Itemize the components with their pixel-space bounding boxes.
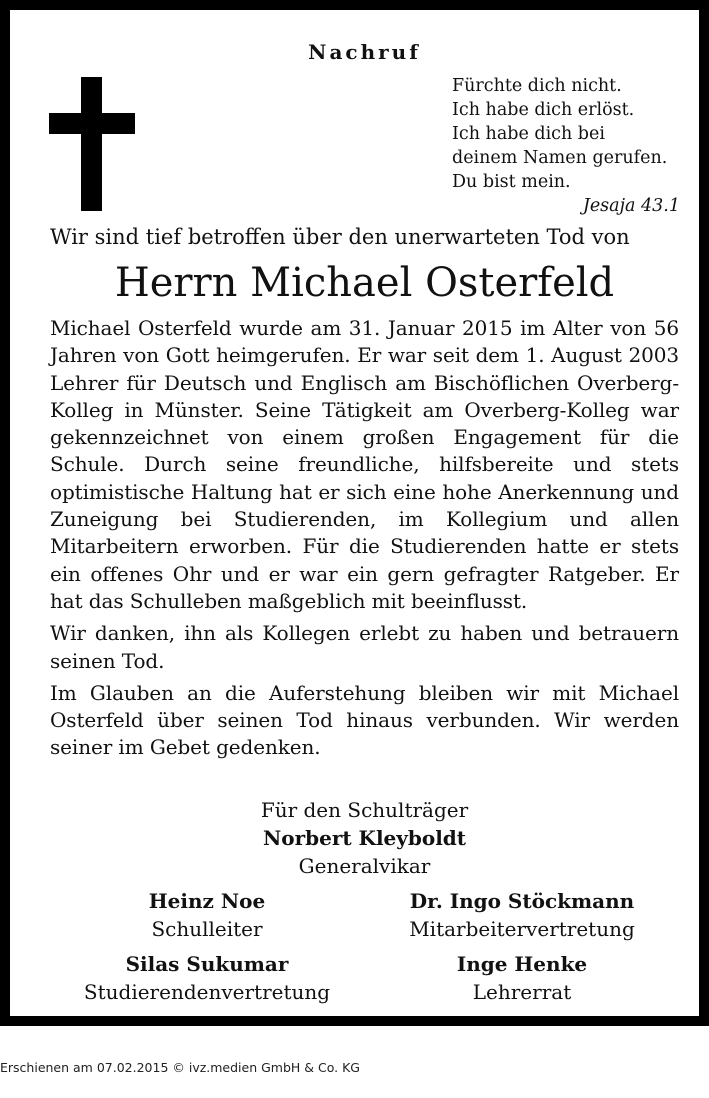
verse-line: Ich habe dich bei	[452, 124, 605, 144]
signature-main	[10, 796, 709, 880]
body-paragraph: Wir danken, ihn als Kollegen erlebt zu haben und betrauern seinen Tod.	[50, 621, 679, 673]
obituary-heading: Nachruf	[308, 40, 421, 64]
body-paragraph: Im Glauben an die Auferstehung bleiben wir mit Michael Osterfeld über seinen Tod hinaus verbunden. Wir werden seiner im Gebet gedenken.	[50, 680, 679, 760]
body-paragraph: Michael Osterfeld wurde am 31. Januar 2015 im Alter von 56 Jahren von Gott heimgerufen. Er war seit dem 1. August 2003 Lehrer für Deutsch und Englisch am Bischöflichen Overberg-Kolleg in Münster. Seine Tätigkeit am Overberg-Kolleg war gekennzeichnet von einem großen Engagement für die Schule. Durch seine freundliche, hilfsbereite und stets optimistische Haltung hat er sich eine hohe Anerkennung und Zuneigung bei Studierenden, im Kollegium und allen Mitarbeitern erworben. Für die Studierenden hatte er stets ein offenes Ohr und er war ein gern gefragter Ratgeber. Er hat das Schulleben maßgeblich mit beeinflusst.	[50, 316, 679, 613]
verse-line: Du bist mein.	[452, 172, 571, 192]
signature-name: Inge Henke	[456, 952, 588, 976]
intro-text: Wir sind tief betroffen über den unerwarteten Tod von	[50, 225, 630, 249]
signature-left-bottom	[57, 950, 357, 1006]
signature-left-top	[57, 887, 357, 943]
signature-role: Generalvikar	[298, 854, 431, 878]
signature-name: Dr. Ingo Stöckmann	[409, 889, 635, 913]
publication-footer: Erschienen am 07.02.2015 © ivz.medien GmbH & Co. KG	[0, 1060, 360, 1075]
signature-role: Mitarbeitervertretung	[409, 917, 635, 941]
signature-role: Lehrerrat	[472, 980, 572, 1004]
signature-prefix: Für den Schulträger	[260, 798, 469, 822]
verse-line: deinem Namen gerufen.	[452, 148, 668, 168]
signature-role: Studierendenvertretung	[83, 980, 331, 1004]
obituary-body	[50, 315, 679, 767]
cross-horizontal-beam	[49, 113, 135, 134]
signature-role: Schulleiter	[151, 917, 263, 941]
signature-name: Norbert Kleyboldt	[262, 826, 467, 850]
signature-right-top	[372, 887, 672, 943]
verse-line: Fürchte dich nicht.	[452, 76, 622, 96]
cross-vertical-beam	[81, 77, 102, 211]
signature-name: Heinz Noe	[148, 889, 266, 913]
verse-reference: Jesaja 43.1	[582, 196, 680, 216]
bible-verse	[452, 74, 680, 218]
verse-line: Ich habe dich erlöst.	[452, 100, 635, 120]
deceased-name: Herrn Michael Osterfeld	[114, 260, 615, 306]
signature-name: Silas Sukumar	[125, 952, 289, 976]
signature-right-bottom	[372, 950, 672, 1006]
